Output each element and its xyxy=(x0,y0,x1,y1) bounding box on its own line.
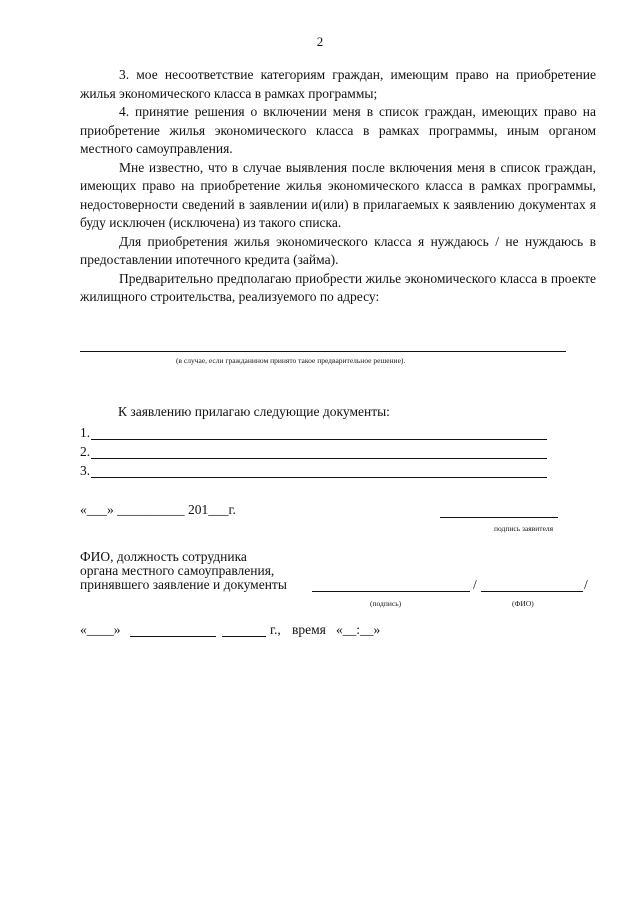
applicant-date: «___» __________ 201___г. xyxy=(80,502,236,517)
employee-slash-2: / xyxy=(584,577,588,592)
employee-date-month-line[interactable] xyxy=(130,636,216,637)
employee-line-3: принявшего заявление и документы xyxy=(80,577,287,592)
address-hint: (в случае, если гражданином принято такое предварительное решение). xyxy=(176,356,406,365)
employee-date-year-line[interactable] xyxy=(222,636,266,637)
employee-signature-line[interactable] xyxy=(312,591,470,592)
paragraph-item-3: 3. мое несоответствие категориям граждан, имеющим право на приобретение жилья экономического класса в рамках программы; xyxy=(80,67,596,101)
paragraph-item-4: 4. принятие решения о включении меня в список граждан, имеющих право на приобретение жилья экономического класса в рамках программы, иным органом местного самоуправления. xyxy=(80,104,596,156)
attachment-line-3[interactable] xyxy=(91,477,547,478)
paragraph-mortgage: Для приобретения жилья экономического класса я нуждаюсь / не нуждаюсь в предоставлении ипотечного кредита (займа). xyxy=(80,233,596,267)
employee-line-1: ФИО, должность сотрудника xyxy=(80,549,247,564)
address-line[interactable] xyxy=(80,351,566,352)
employee-signature-label: (подпись) xyxy=(370,599,402,608)
employee-time-label: время xyxy=(292,622,326,637)
body-text xyxy=(80,66,596,307)
employee-fio-label: (ФИО) xyxy=(512,599,534,608)
paragraph-address: Предварительно предполагаю приобрести жилье экономического класса в проекте жилищного строительства, реализуемого по адресу: xyxy=(80,270,596,304)
employee-fio-line[interactable] xyxy=(481,591,583,592)
applicant-signature-label: подпись заявителя xyxy=(494,524,554,533)
employee-date-suffix: г., xyxy=(270,622,281,637)
attachment-line-2[interactable] xyxy=(91,458,547,459)
employee-slash-1: / xyxy=(473,577,477,592)
attachment-number-1: 1. xyxy=(80,425,91,440)
attachment-number-3: 3. xyxy=(80,463,91,478)
attachments-heading: К заявлению прилагаю следующие документы: xyxy=(118,404,390,419)
attachment-number-2: 2. xyxy=(80,444,91,459)
employee-date-prefix: «____» xyxy=(80,622,121,637)
applicant-signature-line[interactable] xyxy=(440,517,558,518)
employee-time-value: «__:__» xyxy=(336,622,381,637)
paragraph-exclusion-notice: Мне известно, что в случае выявления после включения меня в список граждан, имеющих право на приобретение жилья экономического класса в рамках программы, недостоверности сведений в заявлении и(или) в прилагаемых к заявлению документах я буду исключен (исключена) из такого списка. xyxy=(80,159,596,230)
page-number: 2 xyxy=(316,34,324,49)
employee-line-2: органа местного самоуправления, xyxy=(80,563,275,578)
attachment-line-1[interactable] xyxy=(91,439,547,440)
